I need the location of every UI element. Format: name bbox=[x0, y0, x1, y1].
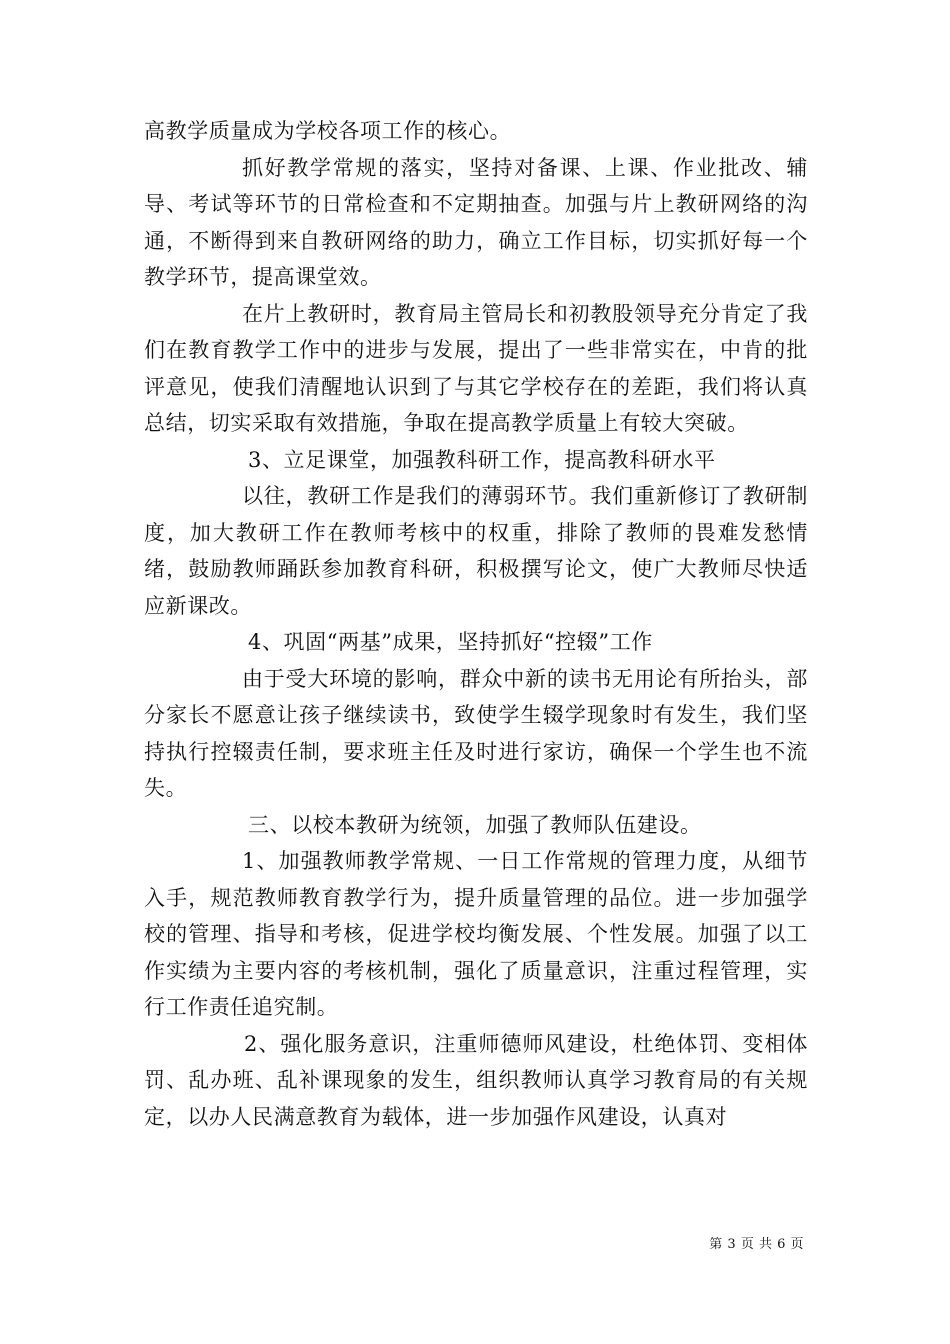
paragraph-1: 高教学质量成为学校各项工作的核心。 bbox=[144, 119, 512, 143]
paragraph-7: 2、强化服务意识，注重师德师风建设，杜绝体罚、变相体罚、乱办班、乱补课现象的发生，组织教师认真学习教育局的有关规定，以办人民满意教育为载体，进一步加强作风建设，认真对 bbox=[144, 1031, 808, 1129]
paragraph-4: 以往，教研工作是我们的薄弱环节。我们重新修订了教研制度，加大教研工作在教师考核中的权重，排除了教师的畏难发愁情绪，鼓励教师踊跃参加教育科研，积极撰写论文，使广大教师尽快适应新课改。 bbox=[144, 484, 808, 618]
document-body bbox=[144, 113, 808, 1135]
page-number: 第 3 页 共 6 页 bbox=[709, 1237, 804, 1252]
paragraph-5: 由于受大环境的影响，群众中新的读书无用论有所抬头，部分家长不愿意让孩子继续读书，致使学生辍学现象时有发生，我们坚持执行控辍责任制，要求班主任及时进行家访，确保一个学生也不流失。 bbox=[144, 666, 808, 800]
paragraph-3: 在片上教研时，教育局主管局长和初教股领导充分肯定了我们在教育教学工作中的进步与发展，提出了一些非常实在，中肯的批评意见，使我们清醒地认识到了与其它学校存在的差距，我们将认真总结，切实采取有效措施，争取在提高教学质量上有较大突破。 bbox=[144, 301, 808, 435]
section-heading-3: 3、立足课堂，加强教科研工作，提高教科研水平 bbox=[248, 447, 716, 472]
paragraph-2: 抓好教学常规的落实，坚持对备课、上课、作业批改、辅导、考试等环节的日常检查和不定期抽查。加强与片上教研网络的沟通，不断得到来自教研网络的助力，确立工作目标，切实抓好每一个教学环节，提高课堂效。 bbox=[144, 155, 808, 289]
section-heading-4: 4、巩固“两基”成果，坚持抓好“控辍”工作 bbox=[248, 630, 653, 654]
paragraph-6: 1、加强教师教学常规、一日工作常规的管理力度，从细节入手，规范教师教育教学行为，提升质量管理的品位。进一步加强学校的管理、指导和考核，促进学校均衡发展、个性发展。加强了以工作实绩为主要内容的考核机制，强化了质量意识，注重过程管理，实行工作责任追究制。 bbox=[144, 849, 808, 1019]
section-heading-three: 三、以校本教研为统领，加强了教师队伍建设。 bbox=[248, 812, 702, 837]
